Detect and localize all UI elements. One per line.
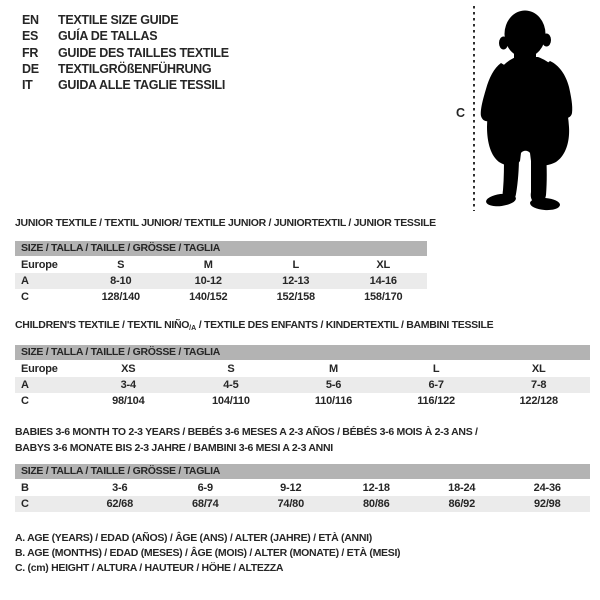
table-row xyxy=(15,361,590,377)
babies-title-line: BABIES 3-6 MONTH TO 2-3 YEARS / BEBÉS 3-6 MESES A 2-3 AÑOS / BÉBÉS 3-6 MOIS À 2-3 ANS / xyxy=(15,426,478,438)
junior-title-line: JUNIOR TEXTILE / TEXTIL JUNIOR/ TEXTILE JUNIOR / JUNIORTEXTIL / JUNIOR TESSILE xyxy=(15,217,436,229)
size-header-bar: SIZE / TALLA / TAILLE / GRÖSSE / TAGLIA xyxy=(15,464,590,479)
legend-line: C. (cm) HEIGHT / ALTURA / HAUTEUR / HÖHE / ALTEZZA xyxy=(15,562,284,575)
language-label: TEXTILGRÖßENFÜHRUNG xyxy=(58,61,212,76)
size-cell: 9-12 xyxy=(280,482,302,494)
size-cell: 4-5 xyxy=(223,379,239,391)
language-code: EN xyxy=(22,13,39,27)
size-cell: S xyxy=(227,363,235,375)
size-header-bar: SIZE / TALLA / TAILLE / GRÖSSE / TAGLIA xyxy=(15,241,427,256)
row-label: A xyxy=(21,275,29,287)
row-label: C xyxy=(21,395,29,407)
size-cell: L xyxy=(292,259,300,271)
table-row xyxy=(15,480,590,496)
table-row xyxy=(15,257,427,273)
size-cell: 10-12 xyxy=(194,275,222,287)
size-cell: 116/122 xyxy=(417,395,455,407)
row-label: Europe xyxy=(21,363,58,375)
baby-silhouette xyxy=(481,11,572,212)
size-cell: 104/110 xyxy=(212,395,250,407)
size-cell: 3-4 xyxy=(120,379,136,391)
size-cell: 5-6 xyxy=(325,379,342,391)
size-cell: 62/68 xyxy=(106,498,134,510)
size-cell: 7-8 xyxy=(531,379,547,391)
size-cell: 92/98 xyxy=(533,498,561,510)
language-code: DE xyxy=(22,61,39,76)
size-cell: 18-24 xyxy=(448,482,476,494)
size-cell: 128/140 xyxy=(101,291,140,303)
language-row xyxy=(22,28,229,44)
size-cell: 122/128 xyxy=(519,395,558,407)
size-cell: 152/158 xyxy=(276,291,315,303)
size-cell: XS xyxy=(121,363,136,375)
size-cell: M xyxy=(203,259,213,271)
size-cell: 3-6 xyxy=(112,482,128,494)
section-title-babies xyxy=(15,425,478,456)
table-row xyxy=(15,273,427,289)
size-cell: XL xyxy=(531,363,546,375)
size-cell: 14-16 xyxy=(369,275,397,287)
size-cell: XL xyxy=(376,259,391,271)
size-cell: 12-13 xyxy=(282,275,310,287)
legend-line: B. AGE (MONTHS) / EDAD (MESES) / ÂGE (MOIS) / ALTER (MONATE) / ETÀ (MESI) xyxy=(15,547,401,560)
size-cell: 8-10 xyxy=(110,275,132,287)
size-cell: 110/116 xyxy=(314,395,353,407)
language-row xyxy=(22,12,229,28)
language-row xyxy=(22,45,229,61)
figure-graphic xyxy=(468,4,598,214)
row-label: C xyxy=(21,498,29,510)
language-label: GUÍA DE TALLAS xyxy=(58,29,158,44)
language-row xyxy=(22,61,229,77)
measure-label-c: C xyxy=(456,106,465,120)
row-label: C xyxy=(21,291,29,303)
language-code: FR xyxy=(22,45,39,60)
language-label: GUIDE DES TAILLES TEXTILE xyxy=(58,45,229,60)
section-title-children xyxy=(15,318,493,335)
section-title-junior xyxy=(15,216,436,232)
legend xyxy=(15,531,400,577)
size-cell: 98/104 xyxy=(112,395,145,407)
size-cell: 6-7 xyxy=(428,379,444,391)
size-cell: 68/74 xyxy=(191,498,219,510)
size-table-babies xyxy=(15,464,590,512)
children-title-line: CHILDREN'S TEXTILE / TEXTIL NIÑO/A / TEXTILE DES ENFANTS / KINDERTEXTIL / BAMBINI TESSILE xyxy=(15,319,494,332)
size-cell: 12-18 xyxy=(362,482,390,494)
language-label: GUIDA ALLE TAGLIE TESSILI xyxy=(58,78,226,93)
language-code: IT xyxy=(22,78,33,93)
size-cell: 140/152 xyxy=(189,291,228,303)
size-table-children xyxy=(15,345,590,409)
language-row xyxy=(22,77,229,93)
size-header-bar: SIZE / TALLA / TAILLE / GRÖSSE / TAGLIA xyxy=(15,345,590,360)
table-row xyxy=(15,496,590,512)
language-code: ES xyxy=(22,29,39,44)
row-label: B xyxy=(21,482,29,494)
row-label: Europe xyxy=(21,259,58,271)
language-list xyxy=(22,12,229,93)
babies-title-line: BABYS 3-6 MONATE BIS 2-3 JAHRE / BAMBINI 3-6 MESI A 2-3 ANNI xyxy=(15,441,333,454)
title-subscript: /A xyxy=(189,325,197,332)
size-cell: 158/170 xyxy=(364,291,403,303)
table-row xyxy=(15,289,427,305)
size-table-junior xyxy=(15,241,427,305)
size-cell: S xyxy=(117,259,125,271)
size-cell: 24-36 xyxy=(533,482,561,494)
size-cell: 6-9 xyxy=(197,482,213,494)
legend-line: A. AGE (YEARS) / EDAD (AÑOS) / ÂGE (ANS) / ALTER (JAHRE) / ETÀ (ANNI) xyxy=(15,532,372,544)
row-label: A xyxy=(21,379,29,391)
size-cell: 86/92 xyxy=(448,498,476,510)
table-row xyxy=(15,393,590,409)
size-cell: 80/86 xyxy=(362,498,390,510)
language-label: TEXTILE SIZE GUIDE xyxy=(58,13,179,27)
size-cell: L xyxy=(432,363,440,375)
size-cell: 74/80 xyxy=(277,498,305,510)
size-cell: M xyxy=(329,363,338,375)
table-row xyxy=(15,377,590,393)
